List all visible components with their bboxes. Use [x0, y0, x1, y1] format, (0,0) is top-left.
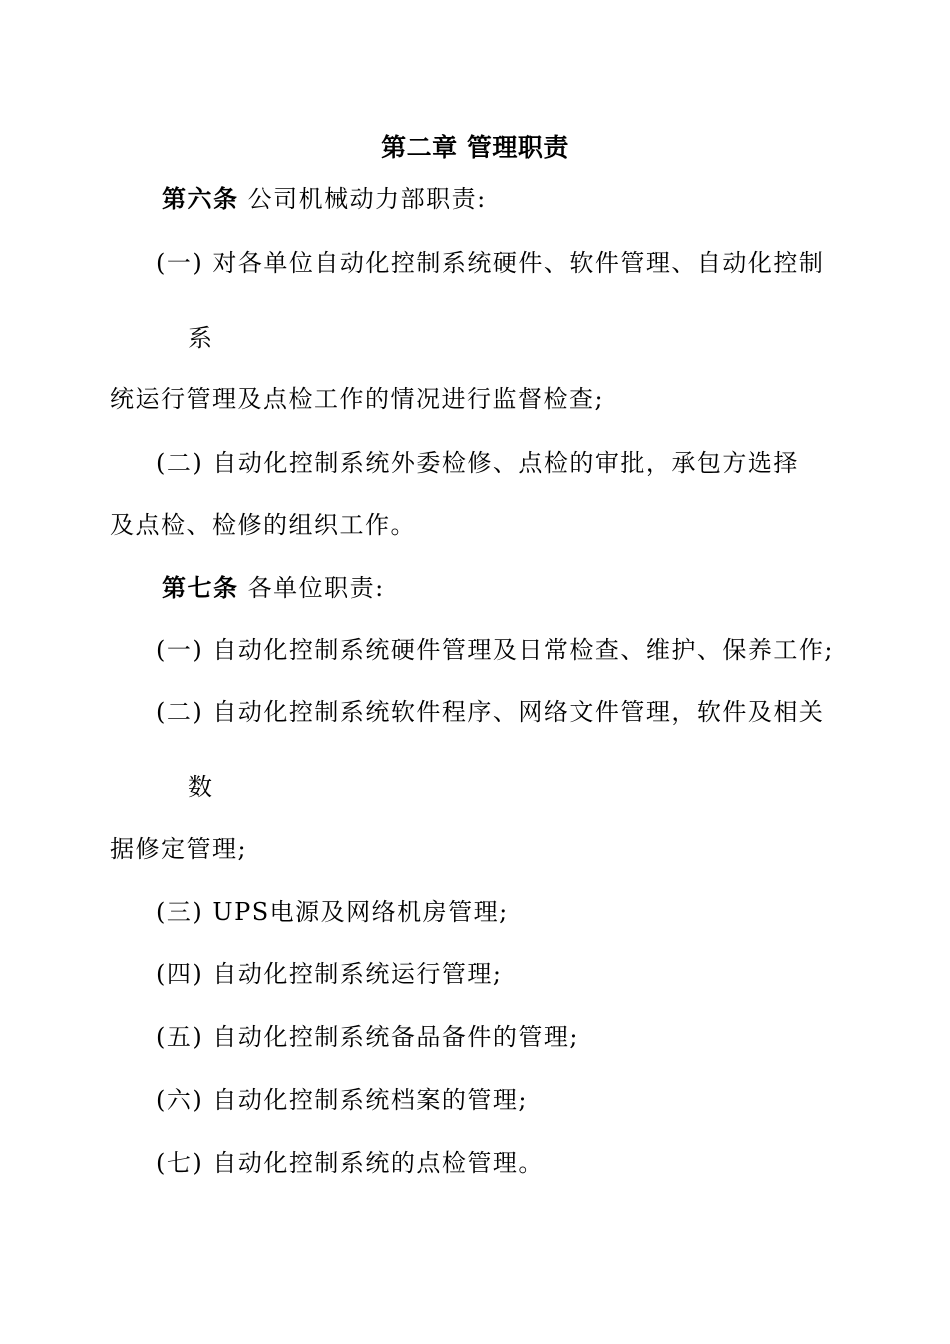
article-6-item-2: (二) 自动化控制系统外委检修、点检的审批，承包方选择 [156, 449, 799, 477]
article-7-item-7: (七) 自动化控制系统的点检管理。 [156, 1149, 544, 1177]
article-7-item-4: (四) 自动化控制系统运行管理; [156, 960, 503, 988]
article-6-item-2-cont: 及点检、检修的组织工作。 [110, 511, 416, 539]
article-7-item-6: (六) 自动化控制系统档案的管理; [156, 1086, 528, 1114]
article-7-item-1: (一) 自动化控制系统硬件管理及日常检查、维护、保养工作; [156, 636, 834, 664]
article-6-item-1-cont: 统运行管理及点检工作的情况进行监督检查; [110, 385, 605, 413]
article-7-item-2: (二) 自动化控制系统软件程序、网络文件管理，软件及相关 [156, 698, 825, 726]
article-7-heading [162, 573, 385, 603]
chapter-title: 第二章 管理职责 [381, 133, 569, 162]
article-6-heading [162, 184, 487, 214]
article-6-item-1-wrap: 系 [188, 324, 214, 352]
article-6-heading-text: 公司机械动力部职责: [238, 185, 487, 213]
article-6-item-1: (一) 对各单位自动化控制系统硬件、软件管理、自动化控制 [156, 249, 825, 277]
article-7-item-2-wrap: 数 [188, 773, 214, 801]
article-7-item-5: (五) 自动化控制系统备品备件的管理; [156, 1023, 579, 1051]
article-7-heading-text: 各单位职责: [238, 574, 385, 602]
article-7-label: 第七条 [162, 573, 239, 602]
article-7-item-2-cont: 据修定管理; [110, 835, 248, 863]
article-6-label: 第六条 [162, 184, 239, 213]
article-7-item-3: (三) UPS电源及网络机房管理; [156, 898, 509, 926]
